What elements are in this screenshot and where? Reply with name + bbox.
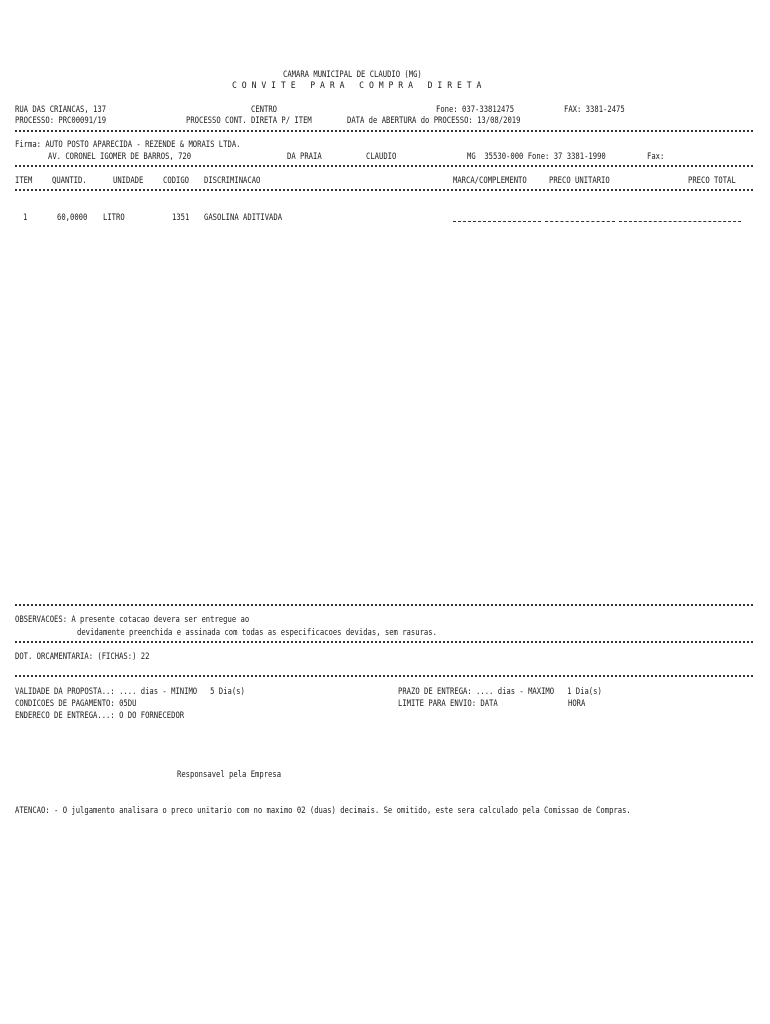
delivery-address: ENDERECO DE ENTREGA...: O DO FORNECEDOR (15, 710, 185, 720)
firm-name: Firma: AUTO POSTO APARECIDA - REZENDE & MORAIS LTDA. (15, 139, 241, 149)
firm-district: DA PRAIA (287, 151, 322, 161)
process-number: PROCESSO: PRC00091/19 (15, 115, 107, 125)
proposal-validity: VALIDADE DA PROPOSTA..: .... dias - MINIMO 5 Dia(s) (15, 686, 245, 696)
process-opening-date: DATA de ABERTURA do PROCESSO: 13/08/2019 (347, 115, 521, 125)
row-unit: LITRO (103, 212, 125, 222)
row-description: GASOLINA ADITIVADA (204, 212, 283, 222)
column-header-unit-price: PRECO UNITARIO (549, 175, 610, 185)
separator-rule (15, 641, 753, 643)
document-title: CAMARA MUNICIPAL DE CLAUDIO (MG) (283, 69, 422, 79)
row-item: 1 (23, 212, 28, 222)
office-phone: Fone: 037-33812475 (436, 104, 515, 114)
column-header-item: ITEM (15, 175, 33, 185)
unit-price-blank-field (545, 221, 615, 222)
signature-label: Responsavel pela Empresa (177, 769, 282, 779)
separator-rule (15, 165, 753, 167)
office-fax: FAX: 3381-2475 (564, 104, 625, 114)
observations-line-1: OBSERVACOES: A presente cotacao devera ser entregue ao (15, 614, 250, 624)
process-type: PROCESSO CONT. DIRETA P/ ITEM (186, 115, 312, 125)
notice-text: ATENCAO: - O julgamento analisara o preco unitario com no maximo 02 (duas) decimais. Se omitido, este sera calculado pela Comissao de Compras. (15, 805, 631, 815)
send-limit-date: LIMITE PARA ENVIO: DATA (398, 698, 498, 708)
office-address: RUA DAS CRIANCAS, 137 (15, 104, 107, 114)
separator-rule (15, 130, 753, 132)
payment-conditions: CONDICOES DE PAGAMENTO: 05DU (15, 698, 137, 708)
firm-fax: Fax: (647, 151, 665, 161)
total-price-blank-field (619, 221, 741, 222)
delivery-time: PRAZO DE ENTREGA: .... dias - MAXIMO 1 Dia(s) (398, 686, 602, 696)
office-district: CENTRO (251, 104, 278, 114)
brand-blank-field (453, 221, 541, 222)
column-header-brand: MARCA/COMPLEMENTO (453, 175, 527, 185)
observations-line-2: devidamente preenchida e assinada com todas as especificacoes devidas, sem rasuras. (77, 627, 437, 637)
firm-city: CLAUDIO (366, 151, 397, 161)
row-code: 1351 (172, 212, 190, 222)
send-limit-hour: HORA (568, 698, 586, 708)
separator-rule (15, 675, 753, 677)
column-header-description: DISCRIMINACAO (204, 175, 261, 185)
firm-address: AV. CORONEL IGOMER DE BARROS, 720 (48, 151, 192, 161)
column-header-quantity: QUANTID. (52, 175, 87, 185)
column-header-code: CODIGO (163, 175, 190, 185)
column-header-total-price: PRECO TOTAL (688, 175, 736, 185)
separator-rule (15, 604, 753, 606)
budget-allocation: DOT. ORCAMENTARIA: (FICHAS:) 22 (15, 651, 150, 661)
document-subtitle: C O N V I T E P A R A C O M P R A D I R E T A (232, 80, 482, 90)
firm-state-zip-phone: MG 35530-000 Fone: 37 3381-1990 (467, 151, 606, 161)
row-quantity: 60,0000 (57, 212, 88, 222)
separator-rule (15, 189, 753, 191)
column-header-unit: UNIDADE (113, 175, 144, 185)
